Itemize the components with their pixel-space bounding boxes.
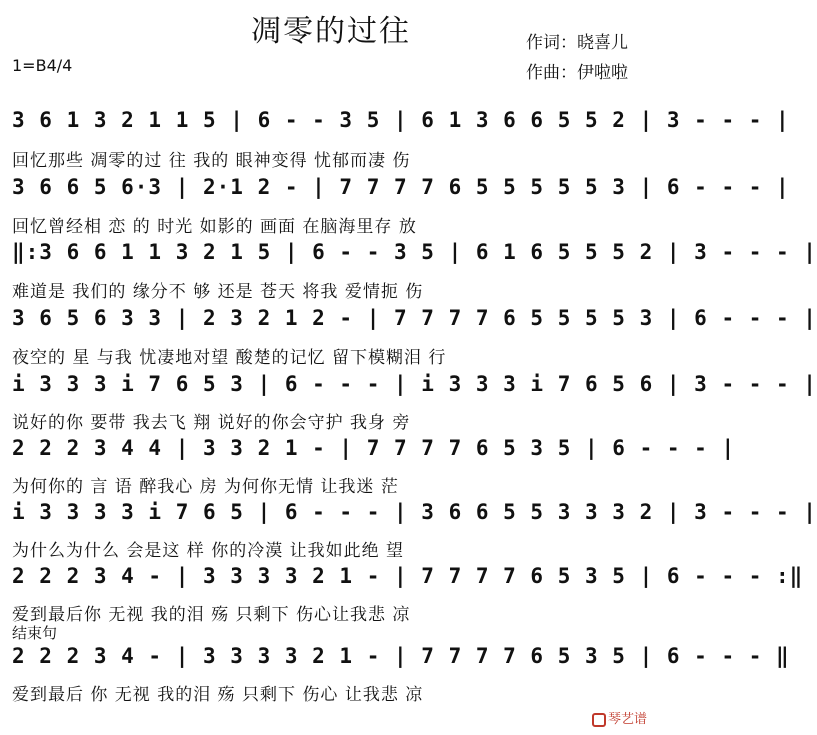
logo-icon (592, 713, 606, 727)
notation-row: i 3 3 3 3 i 7 6 5 | 6 - - - | 3 6 6 5 5 3 3 3 2 | 3 - - - | (12, 500, 817, 524)
lyrics-row: 夜空的 星 与我 忧凄地对望 酸楚的记忆 留下模糊泪 行 (12, 348, 447, 368)
notation-row: i 3 3 3 i 7 6 5 3 | 6 - - - | i 3 3 3 i 7 6 5 6 | 3 - - - | (12, 372, 817, 396)
lyrics-row: 回忆曾经相 恋 的 时光 如影的 画面 在脑海里存 放 (12, 217, 417, 237)
notation-row: 3 6 5 6 3 3 | 2 3 2 1 2 - | 7 7 7 7 6 5 5 5 5 3 | 6 - - - | (12, 306, 817, 330)
logo-text: 琴艺谱 (608, 712, 648, 727)
lyricist-credit: 作词：晓喜儿 (526, 33, 628, 53)
lyrics-row: 爱到最后你 无视 我的泪 殇 只剩下 伤心让我悲 凉 (12, 605, 411, 625)
notation-row: 2 2 2 3 4 4 | 3 3 2 1 - | 7 7 7 7 6 5 3 5 | 6 - - - | (12, 436, 736, 460)
notation-row: 3 6 6 5 6·3 | 2·1 2 - | 7 7 7 7 6 5 5 5 5 5 3 | 6 - - - | (12, 175, 790, 199)
song-title: 凋零的过往 (251, 14, 411, 49)
lyrics-row: 回忆那些 凋零的过 往 我的 眼神变得 忧郁而凄 伤 (12, 151, 411, 171)
notation-row: ‖:3 6 6 1 1 3 2 1 5 | 6 - - 3 5 | 6 1 6 5 5 5 2 | 3 - - - | (12, 240, 817, 264)
notation-row: 2 2 2 3 4 - | 3 3 3 3 2 1 - | 7 7 7 7 6 5 3 5 | 6 - - - :‖ (12, 564, 804, 588)
lyrics-row: 为何你的 言 语 醉我心 房 为何你无情 让我迷 茫 (12, 477, 399, 497)
notation-row: 3 6 1 3 2 1 1 5 | 6 - - 3 5 | 6 1 3 6 6 5 5 2 | 3 - - - | (12, 108, 790, 132)
lyrics-row: 爱到最后 你 无视 我的泪 殇 只剩下 伤心 让我悲 凉 (12, 685, 424, 705)
end-section-label: 结束句 (12, 624, 58, 642)
key-signature: 1=B4/4 (12, 56, 73, 75)
composer-credit: 作曲：伊啦啦 (526, 63, 628, 83)
site-logo (592, 708, 647, 727)
lyrics-row: 难道是 我们的 缘分不 够 还是 苍天 将我 爱情扼 伤 (12, 282, 424, 302)
lyrics-row: 为什么为什么 会是这 样 你的冷漠 让我如此绝 望 (12, 541, 405, 561)
lyrics-row: 说好的你 要带 我去飞 翔 说好的你会守护 我身 旁 (12, 413, 411, 433)
notation-row: 2 2 2 3 4 - | 3 3 3 3 2 1 - | 7 7 7 7 6 5 3 5 | 6 - - - ‖ (12, 644, 790, 668)
